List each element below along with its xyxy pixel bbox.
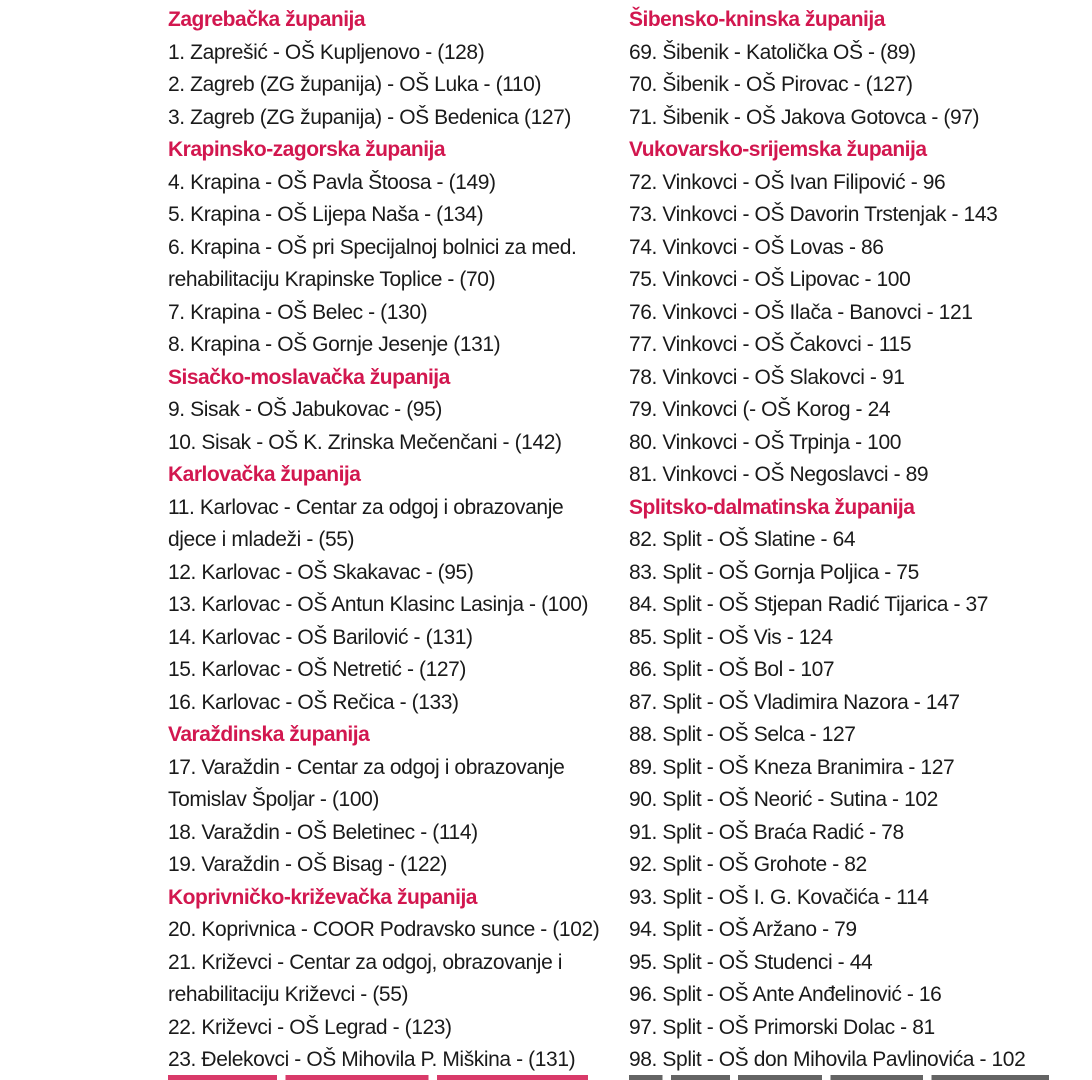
school-list-item: rehabilitaciju Krapinske Toplice - (70) — [168, 268, 496, 291]
school-list-item: 10. Sisak - OŠ K. Zrinska Mečenčani - (142) — [168, 430, 562, 454]
school-list-item: 81. Vinkovci - OŠ Negoslavci - 89 — [629, 463, 929, 486]
right-column — [629, 4, 1089, 1077]
county-heading: Šibensko-kninska županija — [629, 8, 885, 31]
school-list-item: 78. Vinkovci - OŠ Slakovci - 91 — [629, 365, 905, 389]
county-heading: Sisačko-moslavačka županija — [168, 365, 450, 389]
school-list-item: 1. Zaprešić - OŠ Kupljenovo - (128) — [168, 40, 485, 64]
school-list-item: 21. Križevci - Centar za odgoj, obrazovanje i — [168, 950, 563, 974]
school-list-item: 15. Karlovac - OŠ Netretić - (127) — [168, 658, 467, 681]
school-list-item: 19. Varaždin - OŠ Bisag - (122) — [168, 853, 448, 876]
school-list-item: 71. Šibenik - OŠ Jakova Gotovca - (97) — [629, 105, 980, 129]
school-list-item: 23. Đelekovci - OŠ Mihovila P. Miškina - (131) — [168, 1048, 576, 1071]
school-list-item: 74. Vinkovci - OŠ Lovas - 86 — [629, 235, 884, 259]
cut-off-line-right — [629, 1073, 1049, 1080]
school-list-item: rehabilitaciju Križevci - (55) — [168, 983, 409, 1006]
school-list-item: 3. Zagreb (ZG županija) - OŠ Bedenica (127) — [168, 105, 571, 129]
school-list-item: 97. Split - OŠ Primorski Dolac - 81 — [629, 1015, 935, 1039]
county-heading: Krapinsko-zagorska županija — [168, 138, 446, 161]
school-list-item: 17. Varaždin - Centar za odgoj i obrazovanje — [168, 755, 565, 779]
school-list-item: 11. Karlovac - Centar za odgoj i obrazovanje — [168, 495, 564, 519]
school-list-item: 14. Karlovac - OŠ Barilović - (131) — [168, 625, 473, 649]
school-list-item: 94. Split - OŠ Aržano - 79 — [629, 918, 857, 941]
school-list-item: 13. Karlovac - OŠ Antun Klasinc Lasinja - (100) — [168, 593, 589, 616]
school-list-item: 5. Krapina - OŠ Lijepa Naša - (134) — [168, 203, 484, 226]
school-list-item: 90. Split - OŠ Neorić - Sutina - 102 — [629, 788, 938, 811]
school-list-item: 83. Split - OŠ Gornja Poljica - 75 — [629, 560, 919, 584]
school-list-item: 18. Varaždin - OŠ Beletinec - (114) — [168, 820, 478, 844]
school-list-item: 87. Split - OŠ Vladimira Nazora - 147 — [629, 690, 960, 714]
school-list-item: 84. Split - OŠ Stjepan Radić Tijarica - 37 — [629, 593, 989, 616]
school-list-item: 98. Split - OŠ don Mihovila Pavlinovića - 102 — [629, 1048, 1026, 1071]
school-list-item: 86. Split - OŠ Bol - 107 — [629, 658, 835, 681]
cut-off-line-left — [168, 1073, 588, 1080]
school-list-item: 89. Split - OŠ Kneza Branimira - 127 — [629, 755, 955, 779]
school-list-item: 93. Split - OŠ I. G. Kovačića - 114 — [629, 885, 929, 909]
county-heading: Splitsko-dalmatinska županija — [629, 495, 915, 519]
school-list-item: djece i mladeži - (55) — [168, 528, 355, 551]
school-list-item: 16. Karlovac - OŠ Rečica - (133) — [168, 690, 459, 714]
school-list-item: 95. Split - OŠ Studenci - 44 — [629, 950, 873, 974]
county-heading: Karlovačka županija — [168, 463, 361, 486]
school-list-item: 79. Vinkovci (- OŠ Korog - 24 — [629, 398, 891, 421]
school-list-item: 91. Split - OŠ Braća Radić - 78 — [629, 820, 904, 844]
school-list-item: 12. Karlovac - OŠ Skakavac - (95) — [168, 560, 474, 584]
school-list-item: 88. Split - OŠ Selca - 127 — [629, 723, 856, 746]
school-list-item: 85. Split - OŠ Vis - 124 — [629, 625, 833, 649]
school-list-item: 96. Split - OŠ Ante Anđelinović - 16 — [629, 983, 942, 1006]
school-list-item: 22. Križevci - OŠ Legrad - (123) — [168, 1015, 452, 1039]
county-heading: Koprivničko-križevačka županija — [168, 885, 477, 909]
school-list-item: 7. Krapina - OŠ Belec - (130) — [168, 300, 428, 324]
school-list-item: 77. Vinkovci - OŠ Čakovci - 115 — [629, 333, 912, 356]
county-heading: Zagrebačka županija — [168, 8, 366, 31]
school-list-item: 6. Krapina - OŠ pri Specijalnoj bolnici za med. — [168, 235, 577, 259]
school-list-item: 80. Vinkovci - OŠ Trpinja - 100 — [629, 430, 902, 454]
school-list-item: 76. Vinkovci - OŠ Ilača - Banovci - 121 — [629, 300, 973, 324]
school-list-item: 92. Split - OŠ Grohote - 82 — [629, 853, 867, 876]
school-list-item: 82. Split - OŠ Slatine - 64 — [629, 528, 856, 551]
school-list-item: 75. Vinkovci - OŠ Lipovac - 100 — [629, 268, 911, 291]
school-list-item: 4. Krapina - OŠ Pavla Štoosa - (149) — [168, 170, 496, 194]
school-list-item: 70. Šibenik - OŠ Pirovac - (127) — [629, 73, 913, 96]
school-list-item: 73. Vinkovci - OŠ Davorin Trstenjak - 143 — [629, 203, 998, 226]
school-list-item: 20. Koprivnica - COOR Podravsko sunce - (102) — [168, 918, 600, 941]
school-list-item: 72. Vinkovci - OŠ Ivan Filipović - 96 — [629, 170, 946, 194]
county-heading: Varaždinska županija — [168, 723, 370, 746]
left-column — [168, 4, 608, 1077]
school-list-item: 8. Krapina - OŠ Gornje Jesenje (131) — [168, 333, 501, 356]
school-list-item: 69. Šibenik - Katolička OŠ - (89) — [629, 40, 916, 64]
school-list-item: 2. Zagreb (ZG županija) - OŠ Luka - (110) — [168, 73, 542, 96]
school-list-item: 9. Sisak - OŠ Jabukovac - (95) — [168, 398, 442, 421]
school-list-item: Tomislav Špoljar - (100) — [168, 788, 379, 811]
county-heading: Vukovarsko-srijemska županija — [629, 138, 927, 161]
